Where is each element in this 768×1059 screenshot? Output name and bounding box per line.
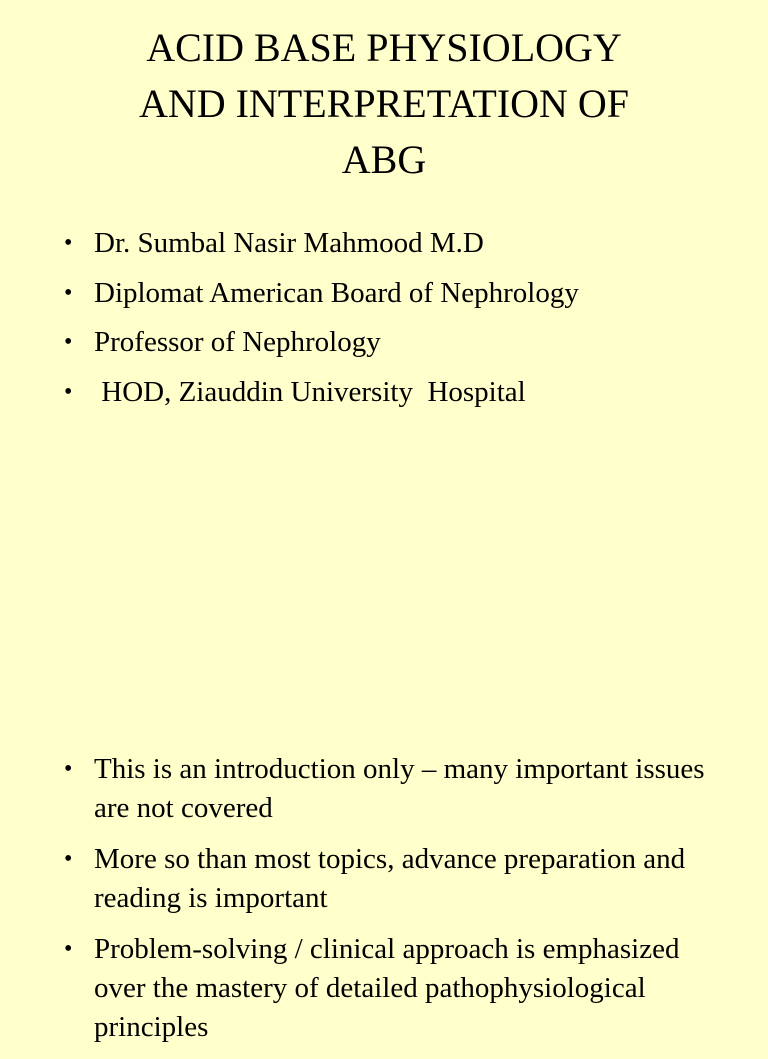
- author-name: Dr. Sumbal Nasir Mahmood M.D: [94, 227, 484, 259]
- note-text: Problem-solving / clinical approach is emphasized over the mastery of detailed pathophysiological principles: [94, 933, 680, 1043]
- bullet-icon: •: [64, 936, 73, 962]
- author-position: Professor of Nephrology: [94, 326, 381, 358]
- bullet-icon: •: [64, 756, 73, 782]
- bullet-icon: •: [64, 329, 73, 355]
- list-item: [64, 840, 724, 918]
- bullet-icon: •: [64, 378, 73, 405]
- author-credential: Diplomat American Board of Nephrology: [94, 276, 579, 309]
- title-line-2: AND INTERPRETATION OF: [138, 81, 630, 126]
- list-item: [64, 750, 724, 828]
- list-item: [64, 222, 724, 264]
- list-item: [64, 930, 724, 1047]
- note-text: More so than most topics, advance preparation and reading is important: [94, 843, 686, 914]
- title-line-3: ABG: [341, 137, 427, 182]
- notes-bullet-list: [64, 750, 724, 1059]
- title-line-1: ACID BASE PHYSIOLOGY: [146, 25, 622, 70]
- bullet-icon: •: [64, 279, 73, 306]
- author-bullet-list: [64, 222, 724, 420]
- bullet-icon: •: [64, 230, 73, 256]
- list-item: [64, 371, 724, 413]
- list-item: [64, 321, 724, 363]
- list-item: [64, 272, 724, 314]
- author-department: HOD, Ziauddin University Hospital: [94, 375, 526, 408]
- bullet-icon: •: [64, 846, 73, 872]
- slide-title: [40, 20, 728, 188]
- note-text: This is an introduction only – many important issues are not covered: [94, 753, 705, 824]
